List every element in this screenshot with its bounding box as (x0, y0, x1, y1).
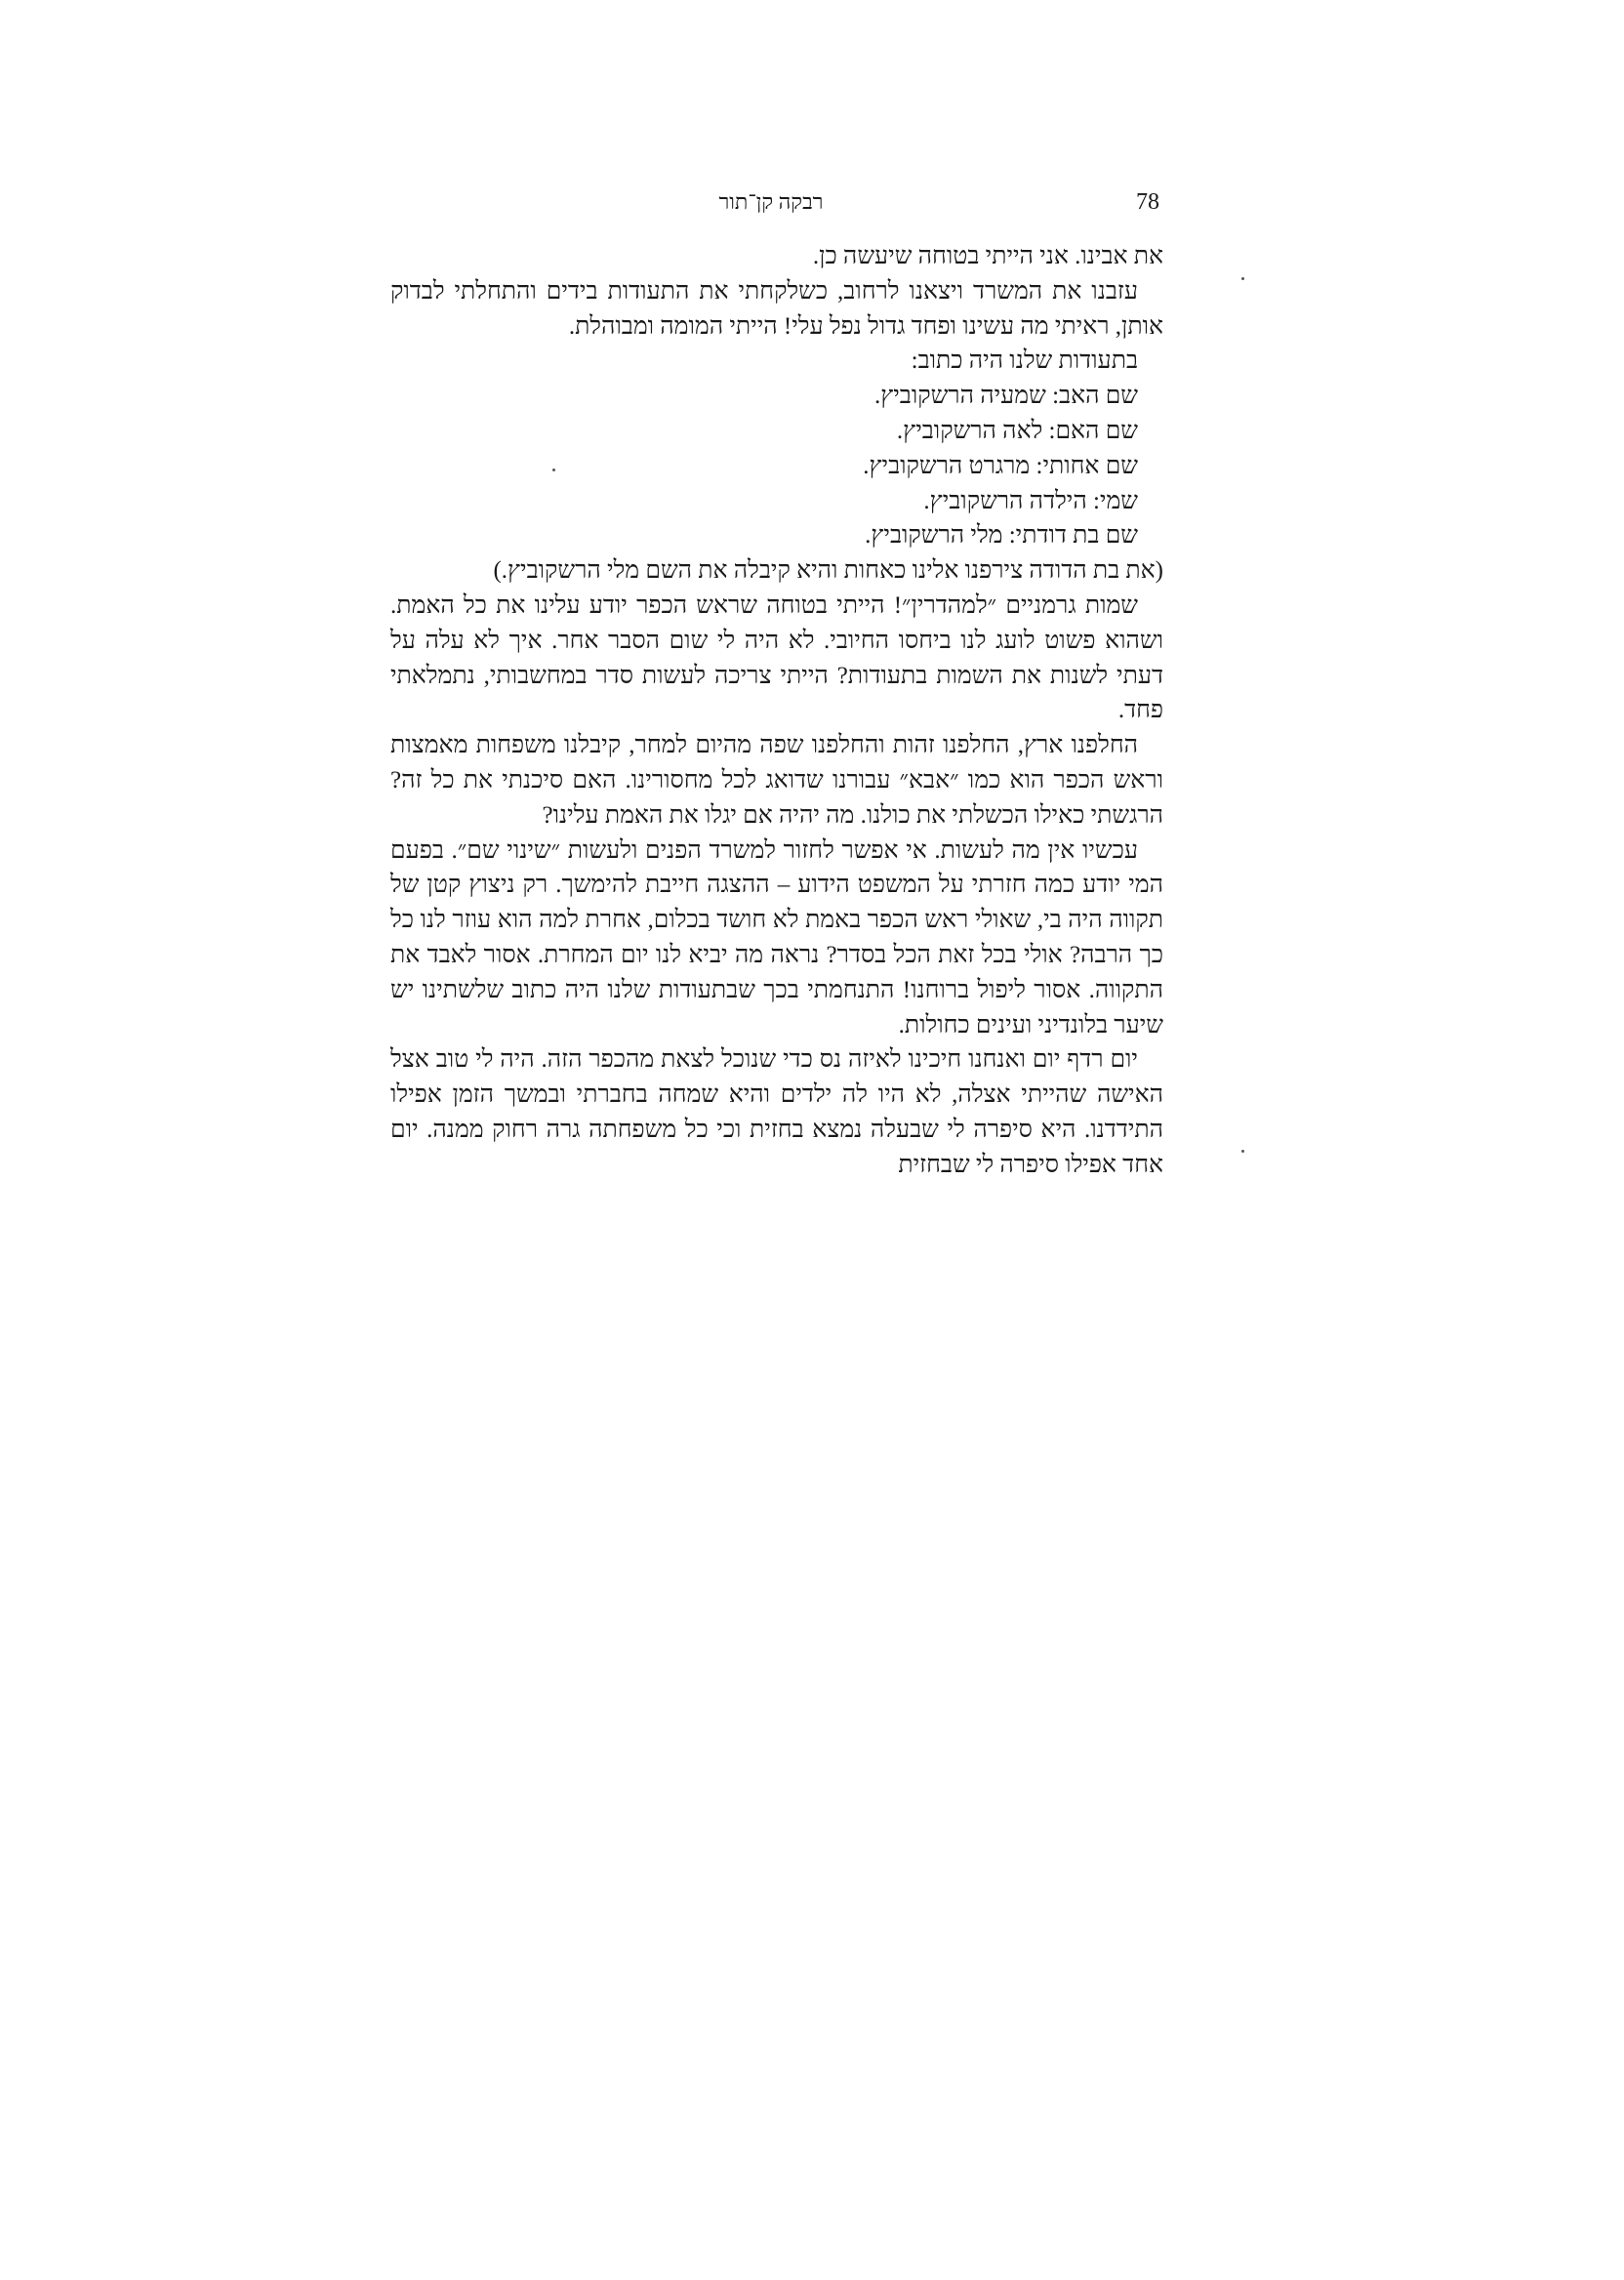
page-header (390, 183, 1163, 222)
list-item-mother: שם האם: לאה הרשקוביץ. (896, 417, 1138, 444)
paragraph-2: שמות גרמניים ״למהדרין״! הייתי בטוחה שראש הכפר יודע עלינו את כל האמת. ושהוא פשוט לועג לנו ביחסו החיובי. לא היה לי שום הסבר אחר. איך לא עלה על דעתי לשנות את השמות בתעודות? הייתי צריכה לעשות סדר במחשבותי, נתמלאתי פחד. (390, 591, 1163, 724)
list-item-sister: שם אחותי: מרגרט הרשקוביץ. (863, 452, 1138, 479)
list-intro: בתעודות שלנו היה כתוב: (911, 347, 1138, 375)
paragraph-4: עכשיו אין מה לעשות. אי אפשר לחזור למשרד הפנים ולעשות ״שינוי שם״. בפעם המי יודע כמה חזרתי על המשפט הידוע – ההצגה חייבת להימשך. רק ניצוץ קטן של תקווה היה בי, שאולי ראש הכפר באמת לא חושד בכלום, אחרת למה הוא עוזר לנו כל כך הרבה? אולי בכל זאת הכל בסדר? נראה מה יביא לנו יום המחרת. אסור לאבד את התקווה. אסור ליפול ברוחנו! התנחמתי בכך שבתעודות שלנו היה כתוב שלשתינו יש שיער בלונדיני ועינים כחולות. (390, 836, 1163, 1038)
body-text (390, 239, 1163, 1183)
paragraph-3: החלפנו ארץ, החלפנו זהות והחלפנו שפה מהיום למחר, קיבלנו משפחות מאמצות וראש הכפר הוא כמו ״אבא״ עבורנו שדואג לכל מחסורינו. האם סיכנתי את כל זה? הרגשתי כאילו הכשלתי את כולנו. מה יהיה אם יגלו את האמת עלינו? (390, 732, 1163, 829)
scan-speck (1241, 1150, 1244, 1153)
paragraph-5: יום רדף יום ואנחנו חיכינו לאיזה נס כדי שנוכל לצאת מהכפר הזה. היה לי טוב אצל האישה שהייתי אצלה, לא היו לה ילדים והיא שמחה בחברתי ובמשך הזמן אפילו התידדנו. היא סיפרה לי שבעלה נמצא בחזית וכי כל משפחתה גרה רחוק ממנה. יום אחד אפילו סיפרה לי שבחזית (390, 1046, 1163, 1178)
paragraph-1: עזבנו את המשרד ויצאנו לרחוב, כשלקחתי את התעודות בידים והתחלתי לבדוק אותן, ראיתי מה עשינו ופחד גדול נפל עלי! הייתי המומה ומבוהלת. (390, 277, 1163, 340)
list-item-father: שם האב: שמעיה הרשקוביץ. (873, 383, 1138, 410)
running-head: רבקה קן־תור (718, 189, 824, 214)
scan-speck (552, 468, 555, 471)
parenthetical-note: (את בת הדודה צירפנו אלינו כאחות והיא קיבלה את השם מלי הרשקוביץ.) (493, 557, 1163, 585)
scan-speck (1241, 277, 1244, 280)
list-item-self: שמי: הילדה הרשקוביץ. (923, 487, 1138, 514)
list-item-cousin: שם בת דודתי: מלי הרשקוביץ. (865, 522, 1138, 550)
page-number: 78 (1136, 189, 1159, 215)
opening-line: את אבינו. אני הייתי בטוחה שיעשה כן. (812, 243, 1163, 269)
